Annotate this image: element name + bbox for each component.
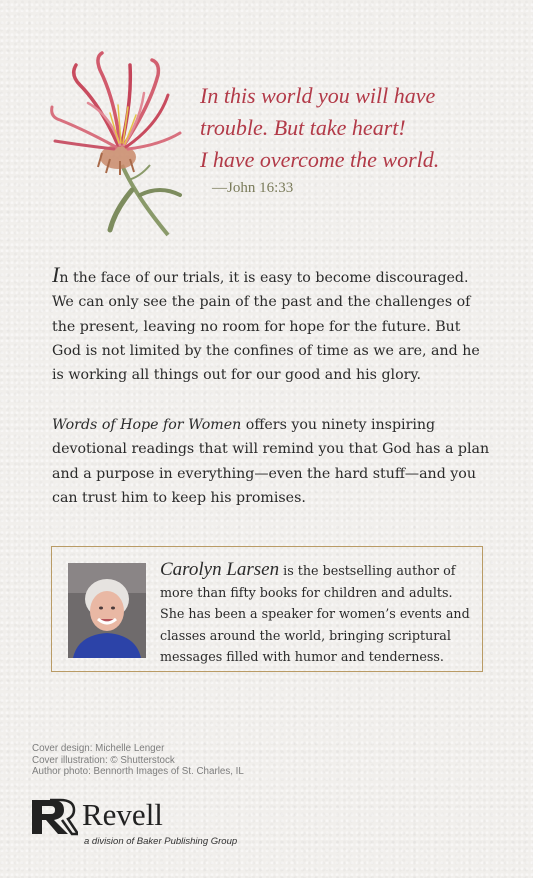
cover-credits xyxy=(32,743,244,778)
scripture-citation: —John 16:33 xyxy=(212,180,294,196)
drop-cap: I xyxy=(52,262,60,287)
paragraph-text: offers you ninety inspiring devotional readings that will remind you that God has a plan and a purpose in everything—even the hard stuff—and you can trust him to keep his promises. xyxy=(52,417,490,506)
credit-line: Author photo: Bennorth Images of St. Charles, IL xyxy=(32,766,244,777)
quote-line: I have overcome the world. xyxy=(200,147,440,172)
paragraph-text: n the face of our trials, it is easy to become discouraged. We can only see the pain of the past and the challenges of the present, leaving no room for hope for the future. But God is not limited by the confines of time as we are, and he is working all things out for our good and his glory. xyxy=(52,270,480,384)
author-bio-box xyxy=(51,546,483,672)
quote-line: In this world you will have xyxy=(200,83,436,108)
author-bio xyxy=(160,559,472,668)
description-paragraph-2 xyxy=(52,413,492,510)
flower-illustration xyxy=(40,45,200,245)
credit-line: Cover illustration: © Shutterstock xyxy=(32,754,175,766)
author-name: Carolyn Larsen xyxy=(160,559,280,580)
revell-logo-icon xyxy=(30,796,78,836)
publisher-name: Revell xyxy=(82,797,163,832)
scripture-quote xyxy=(200,80,520,176)
publisher-subtitle: a division of Baker Publishing Group xyxy=(84,836,238,847)
credit-line: Cover design: Michelle Lenger xyxy=(32,743,165,754)
author-bio-text: is the bestselling author of more than fifty books for children and adults. She has been a speaker for women’s events and classes around the world, bringing scriptural messages filled with humor and tenderness. xyxy=(160,563,470,664)
quote-line: trouble. But take heart! xyxy=(200,115,406,140)
author-photo xyxy=(68,563,146,658)
book-title: Words of Hope for Women xyxy=(52,417,242,433)
description-paragraph-1 xyxy=(52,262,492,387)
